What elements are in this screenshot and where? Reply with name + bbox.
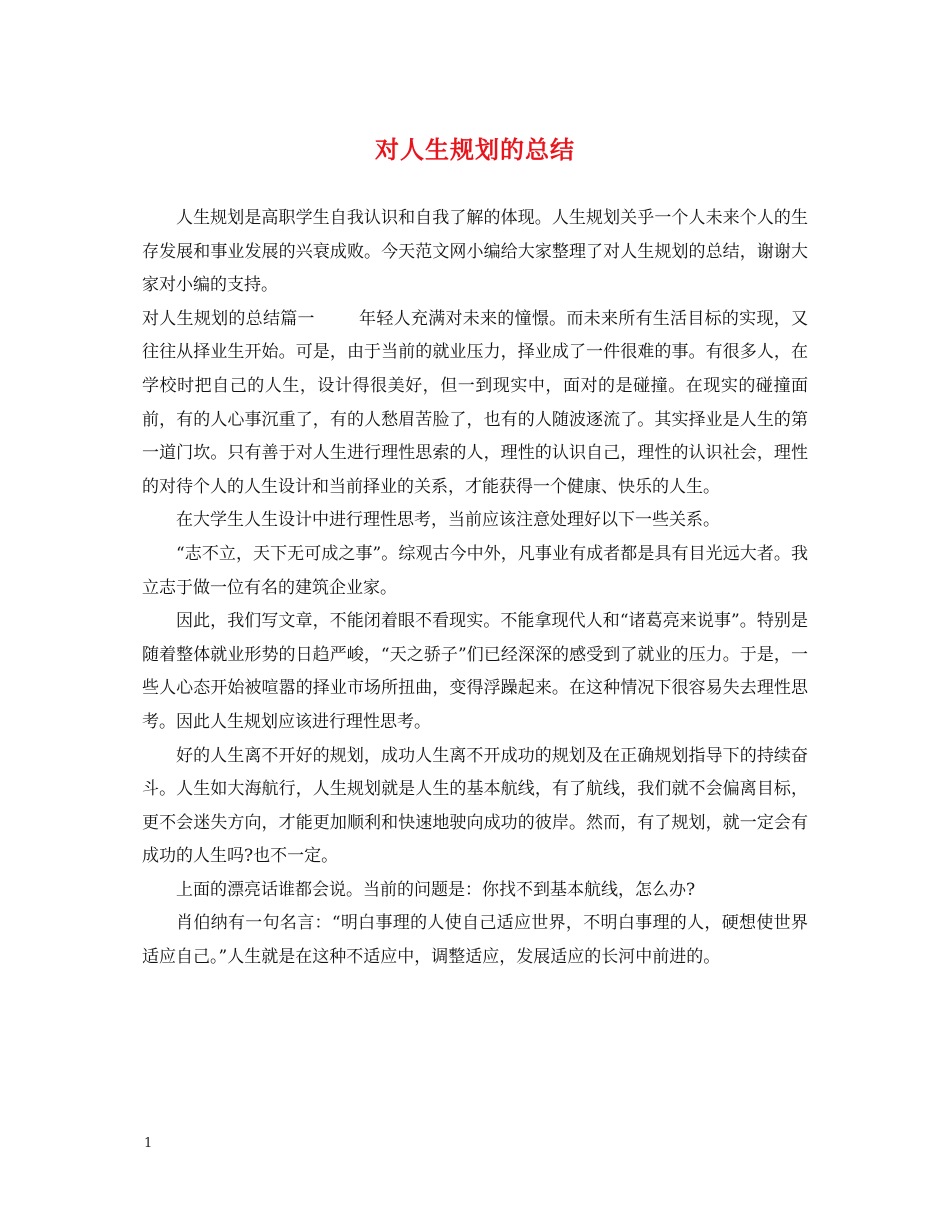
- document-title: 对人生规划的总结: [375, 135, 575, 164]
- page-number: 1: [144, 1136, 153, 1151]
- body-paragraph: “志不立，天下无可成之事”。综观古今中外，凡事业有成者都是具有目光远大者。我立志于做一位有名的建筑企业家。: [142, 543, 808, 598]
- body-paragraph: 肖伯纳有一句名言：“明白事理的人使自己适应世界，不明白事理的人，硬想使世界适应自己。”人生就是在这种不适应中，调整适应，发展适应的长河中前进的。: [142, 913, 808, 968]
- body-paragraph: 在大学生人生设计中进行理性思考，当前应该注意处理好以下一些关系。: [176, 510, 720, 531]
- section-heading: 对人生规划的总结篇一: [142, 308, 315, 329]
- document-body: [142, 202, 808, 975]
- body-paragraph: 好的人生离不开好的规划，成功人生离不开成功的规划及在正确规划指导下的持续奋斗。人生如大海航行，人生规划就是人生的基本航线，有了航线，我们就不会偏离目标，更不会迷失方向，才能更加顺利和快速地驶向成功的彼岸。然而，有了规划，就一定会有成功的人生吗?也不一定。: [142, 745, 808, 867]
- intro-paragraph: 人生规划是高职学生自我认识和自我了解的体现。人生规划关乎一个人未来个人的生存发展和事业发展的兴衰成败。今天范文网小编给大家整理了对人生规划的总结，谢谢大家对小编的支持。: [142, 208, 808, 296]
- body-paragraph: 因此，我们写文章，不能闭着眼不看现实。不能拿现代人和“诸葛亮来说事”。特别是随着整体就业形势的日趋严峻，“天之骄子”们已经深深的感受到了就业的压力。于是，一些人心态开始被喧嚣的择业市场所扭曲，变得浮躁起来。在这种情况下很容易失去理性思考。因此人生规划应该进行理性思考。: [142, 611, 808, 732]
- section-text: 年轻人充满对未来的憧憬。而未来所有生活目标的实现，又往往从择业生开始。可是，由于当前的就业压力，择业成了一件很难的事。有很多人，在学校时把自己的人生，设计得很美好，但一到现实中，面对的是碰撞。在现实的碰撞面前，有的人心事沉重了，有的人愁眉苦脸了，也有的人随波逐流了。其实择业是人生的第一道门坎。只有善于对人生进行理性思索的人，理性的认识自己，理性的认识社会，理性的对待个人的人生设计和当前择业的关系，才能获得一个健康、快乐的人生。: [142, 308, 809, 497]
- section-paragraph: [142, 303, 808, 505]
- body-paragraph: 上面的漂亮话谁都会说。当前的问题是：你找不到基本航线，怎么办?: [176, 879, 696, 900]
